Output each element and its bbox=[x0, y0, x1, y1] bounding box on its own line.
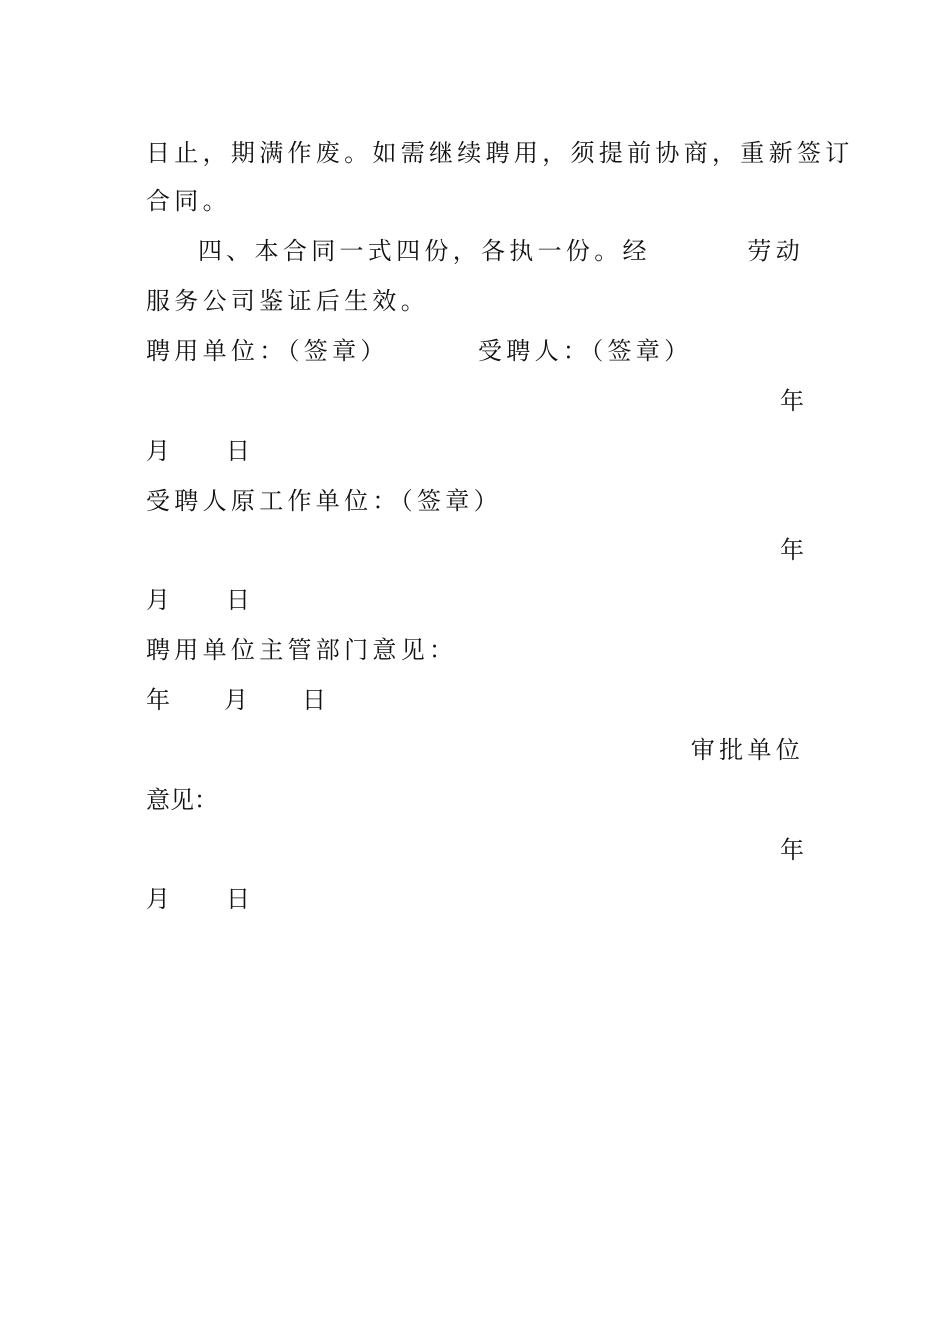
date4-day: 日 bbox=[226, 885, 250, 913]
date3-row bbox=[146, 685, 804, 715]
supervisor-opinion-label: 聘用单位主管部门意见： bbox=[146, 636, 458, 664]
employee-signature-label: 受聘人：（签章） bbox=[478, 337, 693, 365]
clause-four-text: 四、本合同一式四份，各执一份。经 bbox=[198, 237, 651, 265]
original-unit-signature-label: 受聘人原工作单位：（签章） bbox=[146, 487, 502, 515]
date4-year: 年 bbox=[780, 836, 804, 864]
approval-opinion-label: 意见： bbox=[146, 786, 218, 814]
date2-month: 月 bbox=[146, 586, 170, 614]
signature-row bbox=[146, 336, 804, 366]
clause-four-line1 bbox=[146, 236, 804, 266]
date2-month-day bbox=[146, 585, 804, 615]
clause-three-continuation: 日止，期满作废。如需继续聘用，须提前协商，重新签订 bbox=[146, 139, 854, 167]
date3-month: 月 bbox=[224, 686, 248, 714]
clause-four-labor: 劳动 bbox=[747, 237, 804, 265]
clause-four-line2: 服务公司鉴证后生效。 bbox=[146, 287, 429, 315]
date3-day: 日 bbox=[302, 686, 326, 714]
date3-year: 年 bbox=[146, 686, 170, 714]
date4-month: 月 bbox=[146, 885, 170, 913]
date2-day: 日 bbox=[226, 586, 250, 614]
employer-signature-label: 聘用单位：（签章） bbox=[146, 337, 389, 365]
date1-month: 月 bbox=[146, 437, 170, 465]
approval-unit-label: 审批单位 bbox=[690, 736, 804, 764]
date1-year: 年 bbox=[780, 387, 804, 415]
date4-month-day bbox=[146, 884, 804, 914]
date1-month-day bbox=[146, 436, 804, 466]
date1-day: 日 bbox=[226, 437, 250, 465]
date2-year: 年 bbox=[780, 536, 804, 564]
clause-three-end: 合同。 bbox=[146, 187, 231, 215]
